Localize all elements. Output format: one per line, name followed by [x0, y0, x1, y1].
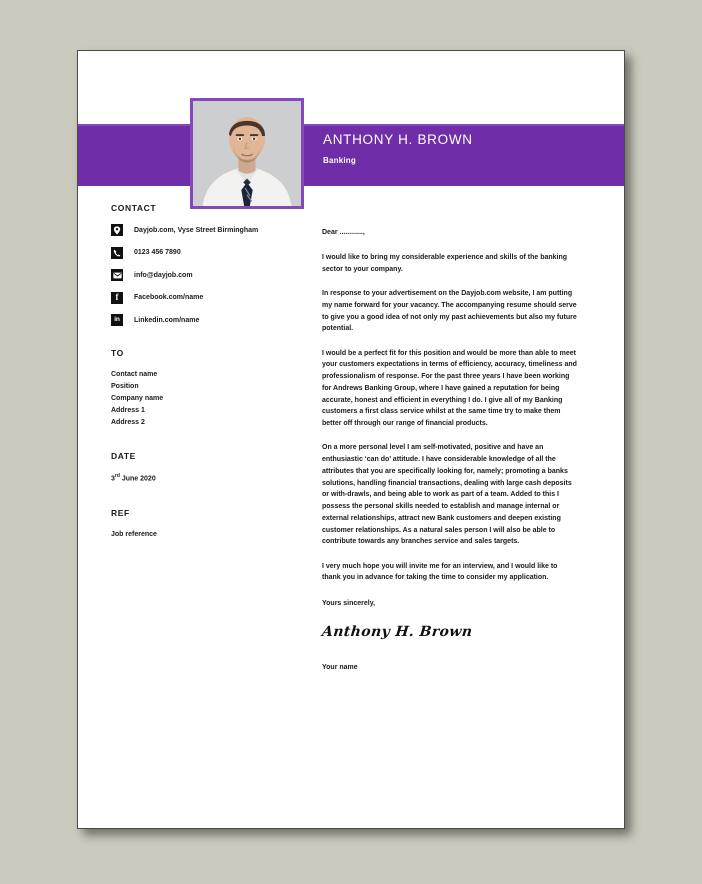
to-line-address-1: Address 1	[111, 407, 145, 415]
header-text	[323, 133, 473, 165]
recipient-block	[111, 348, 311, 429]
date-value	[111, 472, 311, 485]
signature: Anthony H. Brown	[321, 624, 474, 640]
ref-block	[111, 508, 311, 541]
contact-email-text: info@dayjob.com	[134, 271, 193, 279]
contact-item-linkedin	[111, 314, 311, 326]
linkedin-icon: in	[111, 314, 123, 326]
candidate-name: ANTHONY H. BROWN	[323, 132, 473, 147]
letter-paragraph-5: I very much hope you will invite me for an interview, and I would like to thank you in advance for taking the time to consider my application.	[322, 562, 558, 582]
to-heading: TO	[111, 348, 124, 358]
location-pin-icon	[111, 224, 123, 236]
date-block	[111, 451, 311, 485]
contact-phone-text: 0123 456 7890	[134, 249, 181, 256]
portrait-illustration	[193, 101, 301, 206]
date-suffix: rd	[114, 473, 120, 480]
contact-linkedin-text: Linkedin.com/name	[134, 316, 200, 324]
email-icon	[111, 269, 123, 281]
candidate-role: Banking	[323, 155, 356, 165]
letter-body	[322, 229, 578, 671]
letter-paragraph-3: I would be a perfect fit for this position and would be more than able to meet your customers expectations in terms of efficiency, accuracy, timeliness and professionalism of response. For the past three years I have been working for Andrews Banking Group, where I have gained a reputation for being accurate, honest and efficient in everything I do. I give all of my Banking customers a first class service whilst at the same time try to make them better off through our range of financial products.	[322, 349, 577, 427]
letter-paragraph-4: On a more personal level I am self-motivated, positive and have an enthusiastic ‘can do’ attitude. I have considerable knowledge of all the attributes that you are specifically looking for, namely; promoting a banks solutions, handling financial transactions, dealing with large cash deposits or with-drawls, and being able to work as part of a team. Added to this I possess the personal skills needed to establish and manage internal or external relationships, attract new Bank customers and deepen existing customer relationships. As a natural sales person I will also be able to contribute towards any branches service and sales targets.	[322, 444, 572, 546]
to-line-contact-name: Contact name	[111, 371, 158, 378]
phone-icon	[111, 247, 123, 259]
date-heading: DATE	[111, 451, 136, 462]
contact-item-facebook	[111, 292, 311, 304]
your-name-placeholder: Your name	[322, 664, 358, 671]
date-rest: June 2020	[121, 475, 156, 483]
ref-value: Job reference	[111, 530, 157, 538]
facebook-icon: f	[111, 292, 123, 304]
to-line-company-name: Company name	[111, 395, 164, 403]
contact-item-address	[111, 224, 311, 236]
letter-paragraph-2: In response to your advertisement on the Dayjob.com website, I am putting my name forward for your vacancy. The accompanying resume should serve to give you a good idea of not only my past achievements but also my future potential.	[322, 290, 577, 333]
ref-heading: REF	[111, 507, 130, 518]
letter-paragraph-1: I would like to bring my considerable experience and skills of the banking sector to your company.	[322, 254, 568, 273]
letter-closing: Yours sincerely,	[322, 600, 376, 607]
to-line-address-2: Address 2	[111, 419, 145, 427]
contact-facebook-text: Facebook.com/name	[134, 294, 204, 301]
document-page	[77, 50, 625, 829]
contact-item-phone	[111, 247, 311, 259]
date-day: 3	[111, 475, 115, 483]
contact-address-text: Dayjob.com, Vyse Street Birmingham	[134, 226, 259, 234]
contact-item-email	[111, 269, 311, 281]
to-line-position: Position	[111, 383, 139, 391]
letter-salutation: Dear ............,	[322, 229, 365, 236]
profile-photo	[190, 98, 304, 209]
sidebar	[111, 203, 311, 541]
contact-heading: CONTACT	[111, 203, 157, 213]
